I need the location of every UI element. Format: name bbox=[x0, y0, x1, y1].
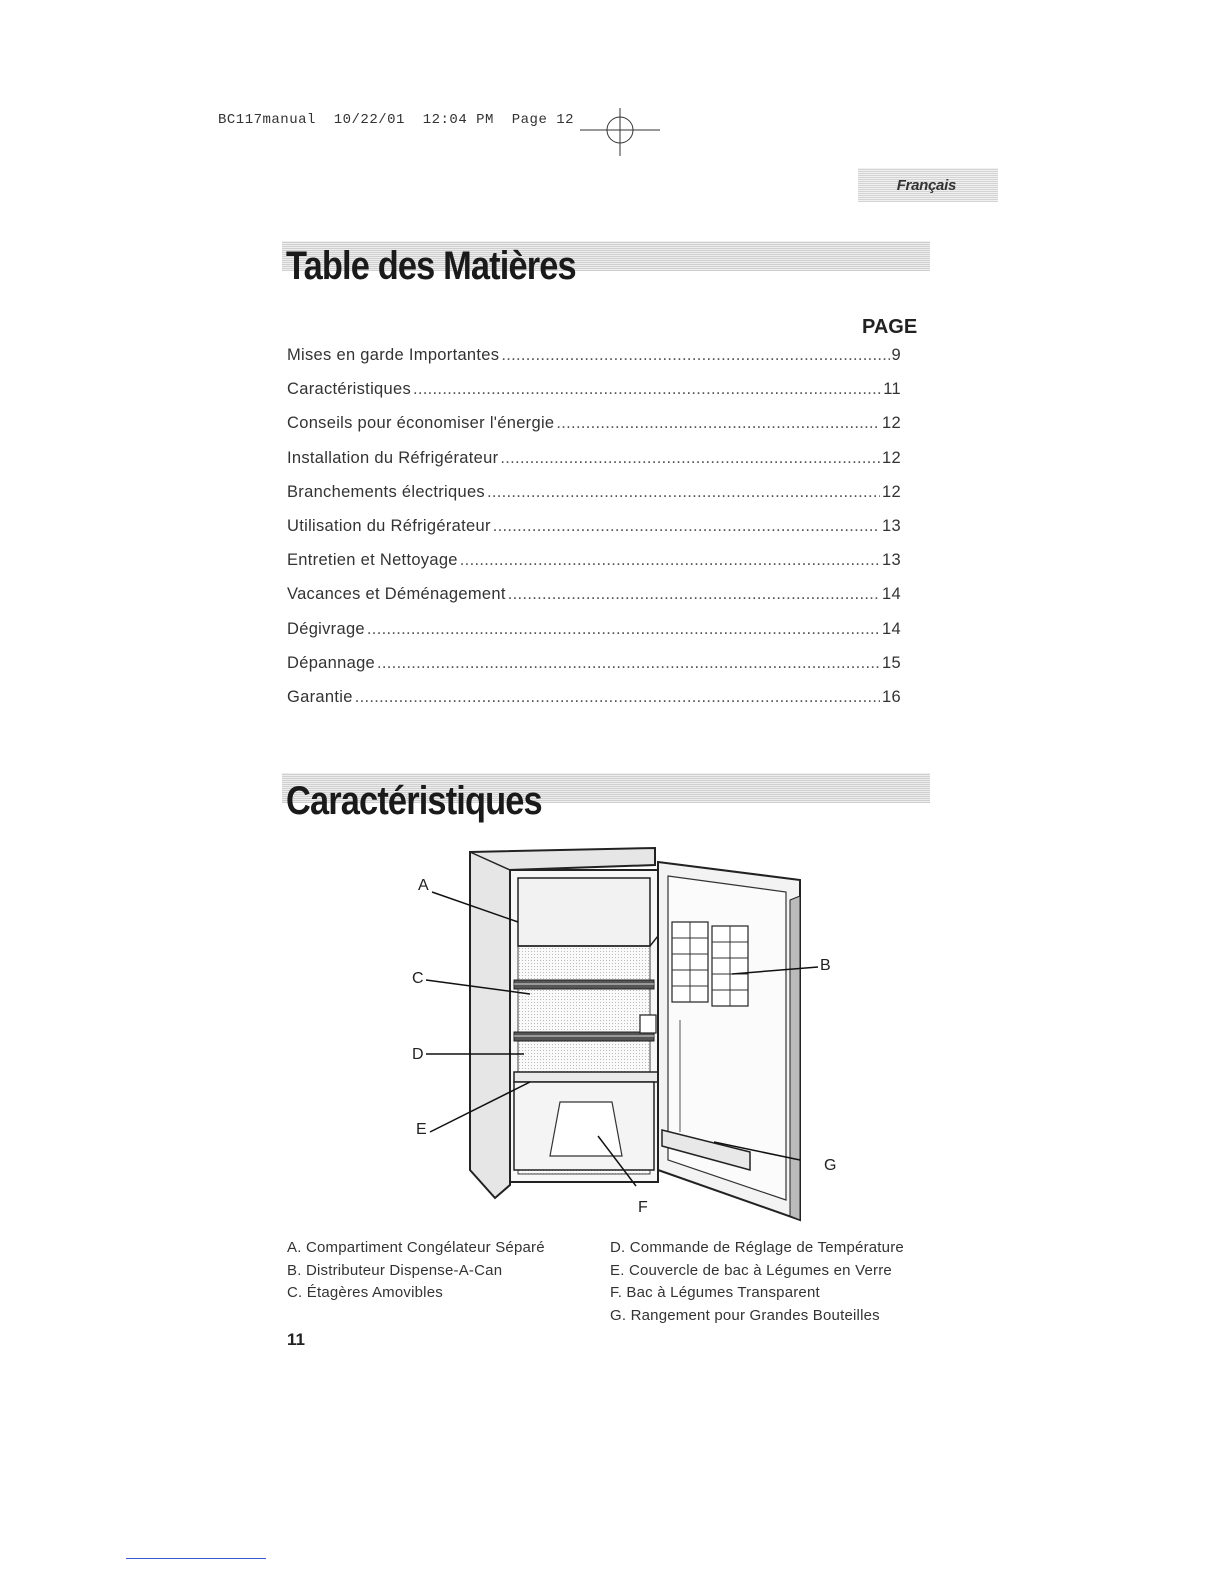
toc-entry-title: Caractéristiques bbox=[287, 380, 412, 399]
toc-entry bbox=[287, 551, 905, 585]
diagram-label-b: B bbox=[820, 957, 831, 974]
toc-leader-dots bbox=[487, 483, 880, 502]
legend-right bbox=[610, 1237, 904, 1327]
page-number: 11 bbox=[287, 1330, 305, 1349]
toc-entry bbox=[287, 688, 905, 722]
toc-entry bbox=[287, 380, 905, 414]
toc-leader-dots bbox=[367, 620, 880, 639]
toc-entry-page: 16 bbox=[882, 687, 901, 706]
diagram-label-f: F bbox=[638, 1199, 648, 1216]
toc-page-header: PAGE bbox=[862, 316, 918, 338]
toc-leader-dots bbox=[501, 346, 889, 365]
language-tab bbox=[858, 168, 998, 202]
toc-entry-page: 15 bbox=[882, 653, 901, 672]
toc-entry bbox=[287, 620, 905, 654]
toc-title: Table des Matières bbox=[286, 244, 576, 288]
toc-entry-title: Utilisation du Réfrigérateur bbox=[287, 516, 491, 535]
toc-entry-title: Dépannage bbox=[287, 653, 376, 672]
toc-entry bbox=[287, 346, 905, 380]
toc-entry-page: 13 bbox=[882, 551, 901, 570]
diagram-label-g: G bbox=[824, 1157, 837, 1174]
toc-leader-dots bbox=[500, 449, 880, 468]
toc-leader-dots bbox=[377, 654, 880, 673]
toc-leader-dots bbox=[508, 585, 880, 604]
toc-entry bbox=[287, 449, 905, 483]
legend-item: B. Distributeur Dispense-A-Can bbox=[287, 1261, 503, 1279]
legend-item: D. Commande de Réglage de Température bbox=[610, 1239, 904, 1256]
toc-leader-dots bbox=[493, 517, 880, 536]
toc-entry-title: Branchements électriques bbox=[287, 482, 485, 501]
legend-item: A. Compartiment Congélateur Séparé bbox=[287, 1239, 545, 1256]
diagram-label-c: C bbox=[412, 970, 424, 987]
legend-item: G. Rangement pour Grandes Bouteilles bbox=[610, 1306, 880, 1324]
toc-leader-dots bbox=[460, 551, 880, 570]
printer-slug: BC117manual 10/22/01 12:04 PM Page 12 bbox=[218, 112, 575, 128]
toc-entry bbox=[287, 517, 905, 551]
toc-entry-title: Installation du Réfrigérateur bbox=[287, 448, 499, 467]
language-tab-label: Français bbox=[896, 176, 956, 194]
registration-mark-icon bbox=[580, 108, 660, 156]
toc-entry bbox=[287, 483, 905, 517]
footer-underline bbox=[126, 1558, 266, 1559]
toc-entry-title: Entretien et Nettoyage bbox=[287, 551, 458, 570]
diagram-label-d: D bbox=[412, 1046, 424, 1063]
toc-entry bbox=[287, 654, 905, 688]
features-title: Caractéristiques bbox=[286, 779, 542, 823]
legend-item: C. Étagères Amovibles bbox=[287, 1284, 443, 1301]
toc-entry bbox=[287, 414, 905, 448]
refrigerator-diagram bbox=[390, 840, 850, 1230]
toc-entry-page: 12 bbox=[882, 414, 901, 433]
toc-entry-page: 14 bbox=[882, 585, 901, 604]
toc-entry bbox=[287, 585, 905, 619]
toc-entry-page: 14 bbox=[882, 619, 901, 638]
toc-leader-dots bbox=[355, 688, 880, 707]
toc-entry-title: Mises en garde Importantes bbox=[287, 346, 500, 364]
toc-leader-dots bbox=[413, 380, 881, 399]
toc-leader-dots bbox=[556, 414, 880, 433]
diagram-label-a: A bbox=[418, 877, 429, 894]
toc-entry-page: 13 bbox=[882, 516, 901, 535]
legend-item: E. Couvercle de bac à Légumes en Verre bbox=[610, 1261, 892, 1279]
toc-entry-page: 12 bbox=[882, 448, 901, 467]
toc-entry-title: Dégivrage bbox=[287, 619, 365, 638]
toc-entry-title: Garantie bbox=[287, 687, 353, 706]
toc-entry-title: Conseils pour économiser l'énergie bbox=[287, 414, 555, 433]
legend-left bbox=[287, 1237, 545, 1305]
toc-list bbox=[287, 346, 905, 722]
toc-entry-title: Vacances et Déménagement bbox=[287, 585, 506, 604]
diagram-label-e: E bbox=[416, 1121, 427, 1138]
toc-entry-page: 11 bbox=[883, 380, 901, 399]
legend-item: F. Bac à Légumes Transparent bbox=[610, 1284, 820, 1301]
toc-entry-page: 12 bbox=[882, 482, 901, 501]
toc-entry-page: 9 bbox=[891, 346, 901, 364]
